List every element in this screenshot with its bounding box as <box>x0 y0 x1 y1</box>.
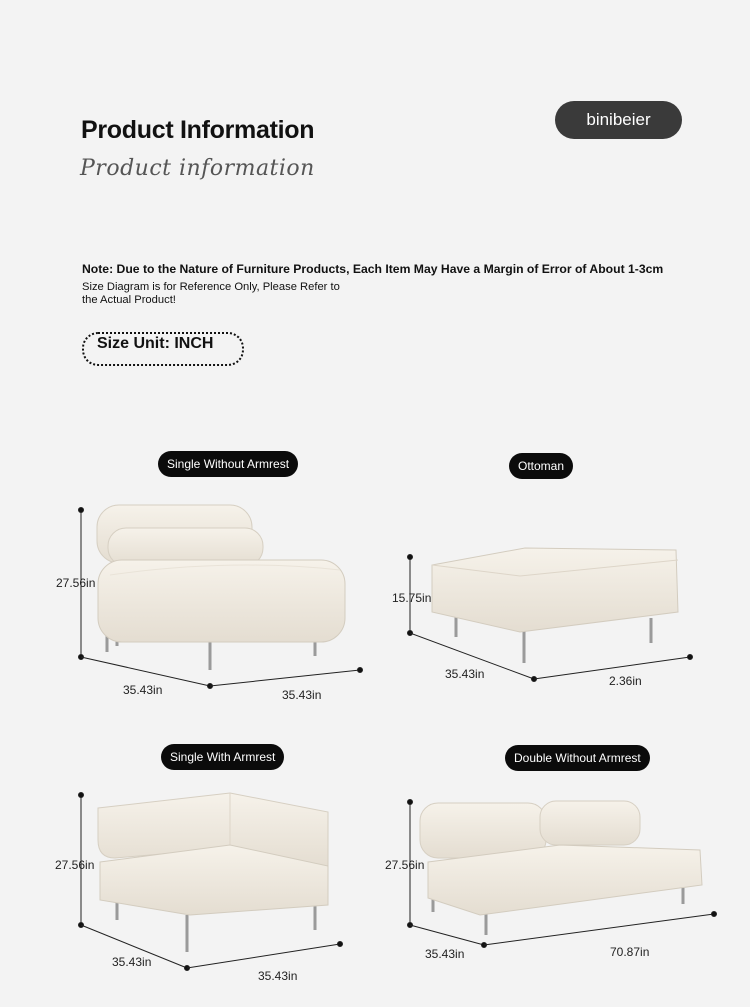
dimension-width: 35.43in <box>258 969 298 983</box>
double-without-armrest-illustration <box>408 800 717 948</box>
dimension-width: 2.36in <box>609 674 642 688</box>
dimension-height: 15.75in <box>392 591 432 605</box>
script-subtitle: Product information <box>80 156 315 181</box>
margin-note: Note: Due to the Nature of Furniture Products, Each Item May Have a Margin of Error of About 1-3cm <box>82 262 664 276</box>
dimension-height: 27.56in <box>55 858 95 872</box>
dimension-depth: 35.43in <box>112 955 152 969</box>
dimension-depth: 35.43in <box>123 683 163 697</box>
single-with-armrest-illustration <box>79 793 343 971</box>
dimension-depth: 35.43in <box>445 667 485 681</box>
ottoman-illustration <box>408 548 693 682</box>
brand-logo: binibeier <box>555 101 682 139</box>
reference-note: Size Diagram is for Reference Only, Please Refer to the Actual Product! <box>82 281 340 306</box>
dimension-height: 27.56in <box>56 576 96 590</box>
dimension-width: 70.87in <box>610 945 650 959</box>
dimension-width: 35.43in <box>282 688 322 702</box>
product-label-single-with-armrest: Single With Armrest <box>161 744 284 770</box>
page-title: Product Information <box>81 116 315 144</box>
product-label-ottoman: Ottoman <box>509 453 573 479</box>
product-label-single-without-armrest: Single Without Armrest <box>158 451 298 477</box>
size-unit-label: Size Unit: INCH <box>97 335 214 352</box>
dimension-height: 27.56in <box>385 858 425 872</box>
single-without-armrest-illustration <box>79 505 363 689</box>
product-label-double-without-armrest: Double Without Armrest <box>505 745 650 771</box>
dimension-depth: 35.43in <box>425 947 465 961</box>
